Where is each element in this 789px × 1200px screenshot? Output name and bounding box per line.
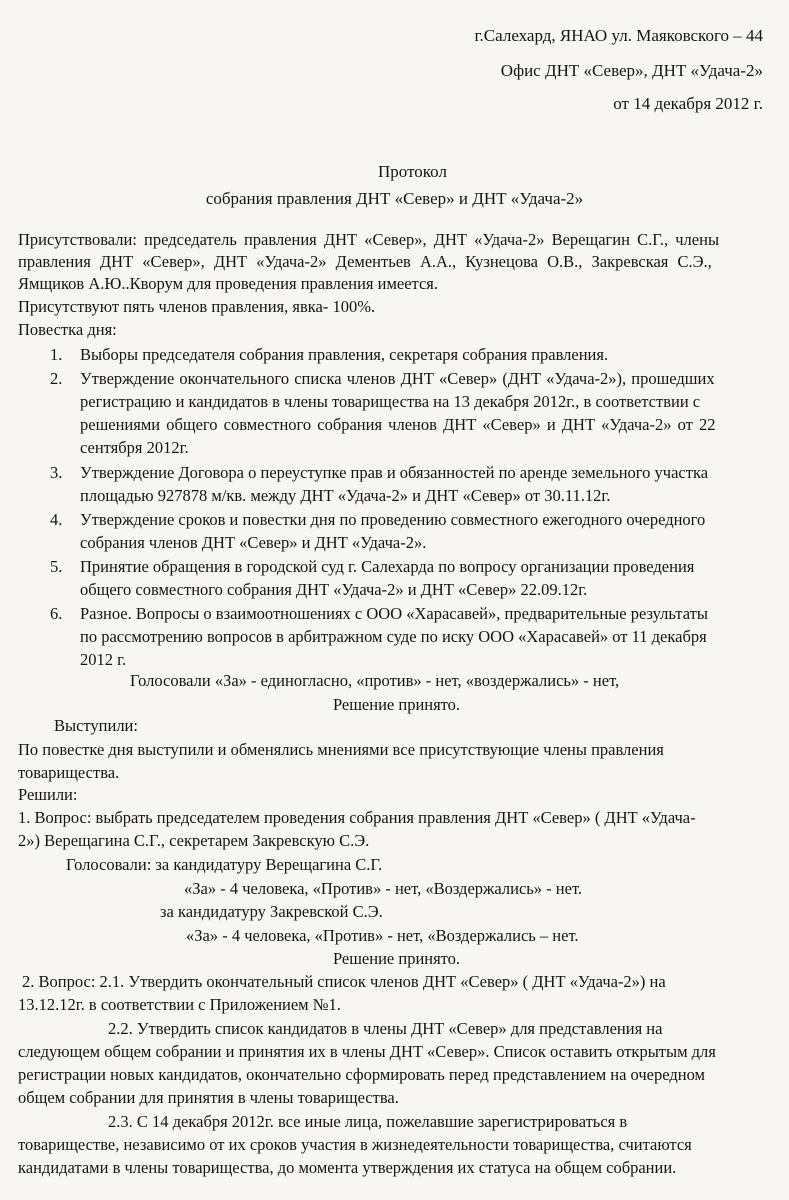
- question-2-2-line-3: регистрации новых кандидатов, окончательно сформировать перед представлением на очередном: [18, 1065, 705, 1084]
- decided-heading: Решили:: [18, 785, 78, 804]
- question-2-line-2: 13.12.12г. в соответствии с Приложением №1.: [18, 995, 341, 1014]
- agenda-item-text: решениями общего совместного собрания членов ДНТ «Север» и ДНТ «Удача-2» от 22: [80, 415, 716, 434]
- document-subtitle: собрания правления ДНТ «Север» и ДНТ «Удача-2»: [205, 189, 584, 208]
- question-2-2-line-1: 2.2. Утвердить список кандидатов в члены ДНТ «Север» для представления на: [108, 1019, 663, 1038]
- question-2-2-line-2: следующем общем собрании и принятия их в члены ДНТ «Север». Список оставить открытым для: [18, 1042, 716, 1061]
- agenda-item-number: 5.: [50, 557, 63, 576]
- attendance-line-2: правления ДНТ «Север», ДНТ «Удача-2» Дементьев А.А., Кузнецова О.В., Закревская С.Э.,: [18, 252, 712, 271]
- agenda-item-number: 1.: [50, 345, 63, 364]
- agenda-item-text: Утверждение Договора о переуступке прав и обязанностей по аренде земельного участка: [80, 463, 709, 482]
- attendance-line-3: Ямщиков А.Ю..Кворум для проведения правления имеется.: [18, 274, 438, 293]
- agenda-decision: Решение принято.: [332, 695, 461, 714]
- header-date: от 14 декабря 2012 г.: [613, 94, 763, 113]
- attendance-line-4: Присутствуют пять членов правления, явка- 100%.: [18, 297, 376, 316]
- agenda-item-number: 6.: [50, 604, 63, 623]
- agenda-item-number: 4.: [50, 510, 63, 529]
- agenda-vote-result: Голосовали «За» - единогласно, «против» - нет, «воздержались» - нет,: [130, 671, 620, 690]
- question-1-line-1: 1. Вопрос: выбрать председателем проведения собрания правления ДНТ «Север» ( ДНТ «Удача-: [18, 808, 696, 827]
- question-2-3-line-3: кандидатами в члены товарищества, до момента утверждения их статуса на общем собрании.: [18, 1158, 677, 1177]
- agenda-item-text: 2012 г.: [80, 650, 127, 669]
- agenda-item-text: Утверждение окончательного списка членов ДНТ «Север» (ДНТ «Удача-2»), прошедших: [80, 369, 715, 388]
- attendance-line-1: Присутствовали: председатель правления ДНТ «Север», ДНТ «Удача-2» Верещагин С.Г., члены: [18, 230, 720, 249]
- agenda-item-text: площадью 927878 м/кв. между ДНТ «Удача-2» и ДНТ «Север» от 30.11.12г.: [80, 486, 611, 505]
- header-office: Офис ДНТ «Север», ДНТ «Удача-2»: [500, 61, 763, 80]
- agenda-item-text: Выборы председателя собрания правления, секретаря собрания правления.: [80, 345, 609, 364]
- agenda-item-number: 3.: [50, 463, 63, 482]
- question-1-vote-1: Голосовали: за кандидатуру Верещагина С.Г.: [66, 855, 383, 874]
- agenda-item-text: Разное. Вопросы о взаимоотношениях с ООО «Харасавей», предварительные результаты: [80, 604, 708, 623]
- agenda-item-text: Утверждение сроков и повестки дня по проведению совместного ежегодного очередного: [80, 510, 706, 529]
- agenda-item-text: регистрацию и кандидатов в члены товарищества на 13 декабря 2012г., в соответствии с: [80, 392, 701, 411]
- question-1-result-2: «За» - 4 человека, «Против» - нет, «Воздержались – нет.: [186, 926, 579, 945]
- question-2-3-line-1: 2.3. С 14 декабря 2012г. все иные лица, пожелавшие зарегистрироваться в: [108, 1112, 628, 1131]
- question-2-line-1: 2. Вопрос: 2.1. Утвердить окончательный список членов ДНТ «Север» ( ДНТ «Удача-2») на: [22, 972, 666, 991]
- agenda-item-text: Принятие обращения в городской суд г. Салехарда по вопросу организации проведения: [80, 557, 695, 576]
- document-title: Протокол: [378, 162, 447, 181]
- speeches-heading: Выступили:: [54, 716, 138, 735]
- header-address: г.Салехард, ЯНАО ул. Маяковского – 44: [474, 26, 763, 45]
- question-1-result-1: «За» - 4 человека, «Против» - нет, «Воздержались» - нет.: [184, 879, 583, 898]
- speeches-text-1: По повестке дня выступили и обменялись мнениями все присутствующие члены правления: [18, 740, 664, 759]
- agenda-item-text: собрания членов ДНТ «Север» и ДНТ «Удача-2».: [80, 533, 427, 552]
- question-1-decision: Решение принято.: [332, 949, 461, 968]
- speeches-text-2: товарищества.: [18, 763, 120, 782]
- agenda-item-text: по рассмотрению вопросов в арбитражном суде по иску ООО «Харасавей» от 11 декабря: [80, 627, 707, 646]
- agenda-heading: Повестка дня:: [18, 320, 117, 339]
- question-2-3-line-2: товариществе, независимо от их сроков участия в жизнедеятельности товарищества, считаются: [18, 1135, 692, 1154]
- question-1-line-2: 2») Верещагина С.Г., секретарем Закревскую С.Э.: [18, 831, 370, 850]
- agenda-item-number: 2.: [50, 369, 63, 388]
- agenda-item-text: общего совместного собрания ДНТ «Удача-2» и ДНТ «Север» 22.09.12г.: [80, 580, 588, 599]
- question-1-vote-2: за кандидатуру Закревской С.Э.: [160, 902, 383, 921]
- agenda-item-text: сентября 2012г.: [80, 438, 189, 457]
- question-2-2-line-4: общем собрании для принятия в члены товарищества.: [18, 1088, 399, 1107]
